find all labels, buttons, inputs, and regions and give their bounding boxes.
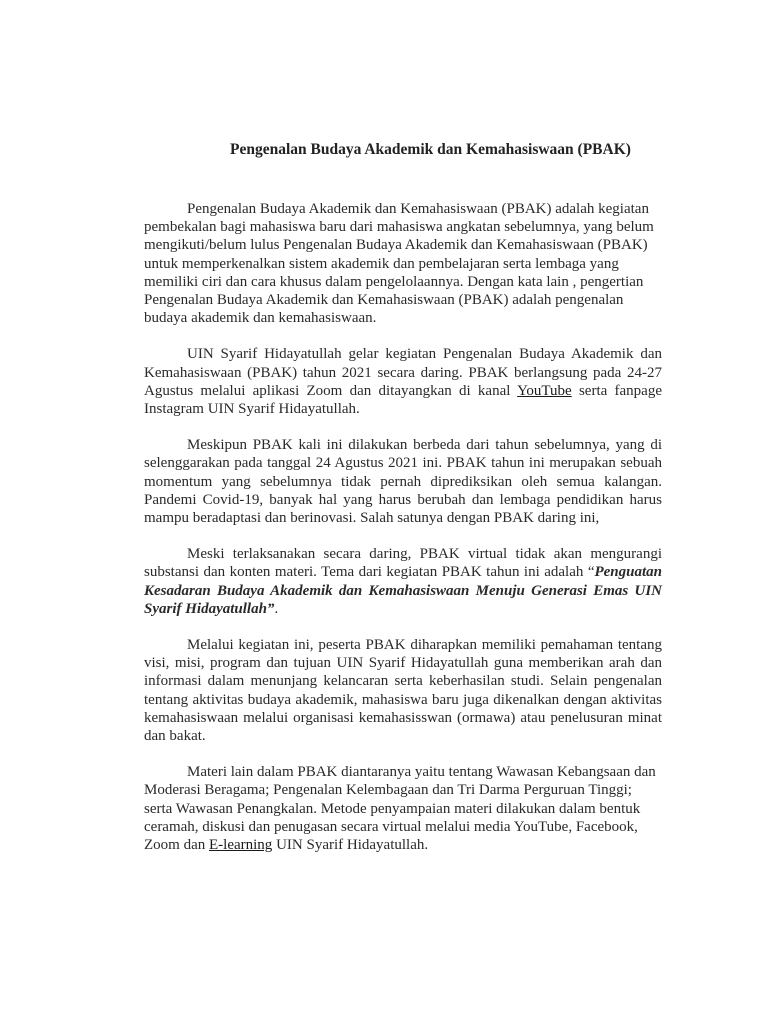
paragraph-pandemic-text: Meskipun PBAK kali ini dilakukan berbeda dari tahun sebelumnya, yang di selenggarakan pada tanggal 24 Agustus 2021 ini. PBAK tahun ini merupakan sebuah momentum yang sebelumnya tidak pernah diprediksikan oleh semua kalangan. Pandemi Covid-19, banyak hal yang harus berubah dan lembaga pendidikan harus mampu beradaptasi dan berinovasi. Salah satunya dengan PBAK daring ini, [144, 437, 662, 527]
paragraph-theme-text: Meski terlaksanakan secara daring, PBAK virtual tidak akan mengurangi substansi dan konten materi. Tema dari kegiatan PBAK tahun ini adalah “ [144, 546, 662, 581]
youtube-link[interactable]: YouTube [517, 382, 572, 399]
paragraph-event-info-tail: serta fanpage Instagram UIN Syarif Hidayatullah. [144, 382, 662, 418]
document-title: Pengenalan Budaya Akademik dan Kemahasiswaan (PBAK) [230, 141, 631, 158]
paragraph-theme [144, 545, 662, 618]
paragraph-event-info-text: UIN Syarif Hidayatullah gelar kegiatan Pengenalan Budaya Akademik dan Kemahasiswaan (PBAK) tahun 2021 secara daring. PBAK berlangsung pada 24-27 Agustus melalui aplikasi Zoom dan ditayangkan di kanal [144, 346, 662, 399]
paragraph-theme-tail: . [274, 600, 279, 617]
theme-emphasis: Penguatan Kesadaran Budaya Akademik dan Kemahasiswaan Menuju Generasi Emas UIN Syarif Hidayatullah” [144, 564, 662, 617]
paragraph-goals [144, 636, 662, 745]
paragraph-definition [144, 200, 662, 327]
paragraph-definition-text: Pengenalan Budaya Akademik dan Kemahasiswaan (PBAK) adalah kegiatan pembekalan bagi mahasiswa baru dari mahasiswa angkatan sebelumnya, yang belum mengikuti/belum lulus Pengenalan Budaya Akademik dan Kemahasiswaan (PBAK) untuk memperkenalkan sistem akademik dan pembelajaran serta lembaga yang memiliki ciri dan cara khusus dalam pengelolaannya. Dengan kata lain , pengertian Pengenalan Budaya Akademik dan Kemahasiswaan (PBAK) adalah pengenalan budaya akademik dan kemahasiswaan. [144, 201, 654, 327]
document-page [144, 140, 662, 872]
paragraph-materials [144, 763, 662, 854]
paragraph-pandemic [144, 436, 662, 527]
paragraph-event-info [144, 345, 662, 418]
e-learning-link[interactable]: E-learning [209, 837, 273, 854]
paragraph-goals-text: Melalui kegiatan ini, peserta PBAK diharapkan memiliki pemahaman tentang visi, misi, program dan tujuan UIN Syarif Hidayatullah guna memberikan arah dan informasi dalam menunjang kelancaran serta keberhasilan studi. Selain pengenalan tentang aktivitas budaya akademik, mahasiswa baru juga dikenalkan dengan aktivitas kemahasiswaan melalui organisasi kemahasisswan (ormawa) atau penelusuran minat dan bakat. [144, 637, 662, 745]
paragraph-materials-text: Materi lain dalam PBAK diantaranya yaitu tentang Wawasan Kebangsaan dan Moderasi Beragama; Pengenalan Kelembagaan dan Tri Darma Perguruan Tinggi; serta Wawasan Penangkalan. Metode penyampaian materi dilakukan dalam bentuk ceramah, diskusi dan penugasan secara virtual melalui media YouTube, Facebook, Zoom dan [144, 764, 656, 854]
paragraph-materials-tail: UIN Syarif Hidayatullah. [272, 837, 429, 854]
